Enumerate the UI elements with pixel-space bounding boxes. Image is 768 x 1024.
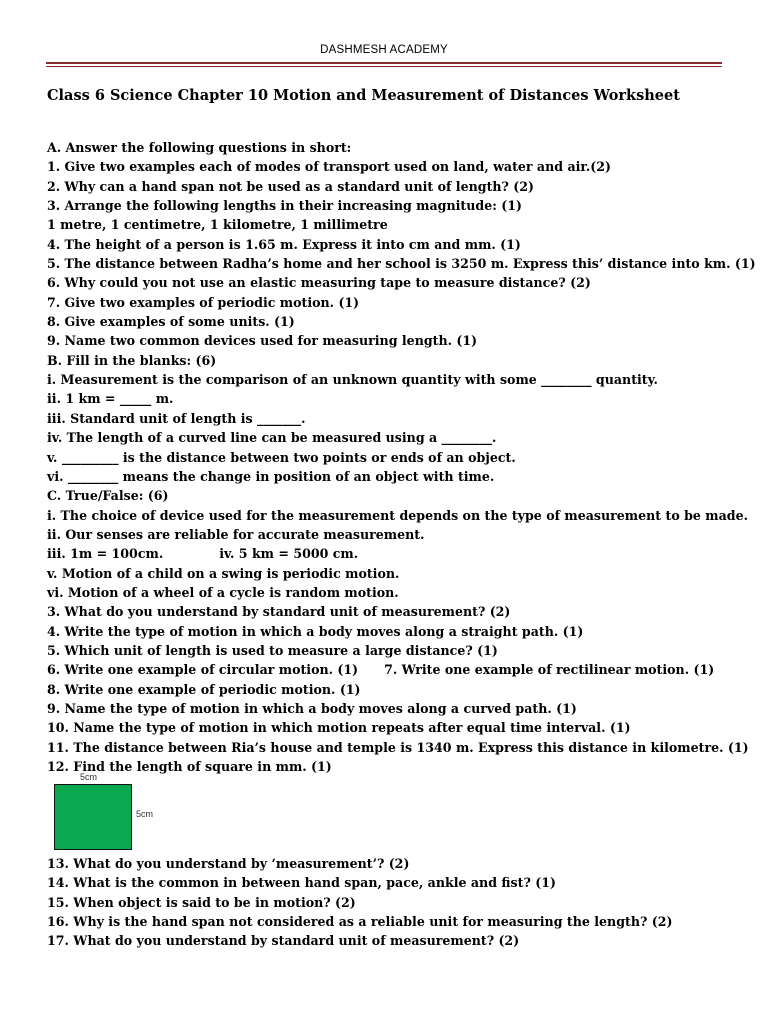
worksheet-line-part: 6. Write one example of circular motion. (1) <box>47 662 359 678</box>
worksheet-line: iv. The length of a curved line can be measured using a ________. <box>47 430 497 446</box>
worksheet-line: 10. Name the type of motion in which motion repeats after equal time interval. (1) <box>47 720 631 736</box>
worksheet-line: 3. Arrange the following lengths in their increasing magnitude: (1) <box>47 198 522 214</box>
worksheet-line: 15. When object is said to be in motion? (2) <box>47 894 356 910</box>
worksheet-line <box>47 544 747 563</box>
worksheet-line: v. Motion of a child on a swing is periodic motion. <box>47 565 400 581</box>
worksheet-line: 17. What do you understand by standard unit of measurement? (2) <box>47 933 520 949</box>
worksheet-line: 1. Give two examples each of modes of transport used on land, water and air.(2) <box>47 159 611 175</box>
worksheet-line: vi. Motion of a wheel of a cycle is random motion. <box>47 584 399 600</box>
header-rule-thin <box>46 66 722 67</box>
worksheet-line: vi. ________ means the change in position of an object with time. <box>47 468 495 484</box>
worksheet-line-part: iv. 5 km = 5000 cm. <box>219 546 359 562</box>
worksheet-line: 9. Name the type of motion in which a body moves along a curved path. (1) <box>47 700 577 716</box>
page-header: DASHMESH ACADEMY <box>320 44 448 56</box>
worksheet-line: v. _________ is the distance between two points or ends of an object. <box>47 449 516 465</box>
worksheet-line: 1 metre, 1 centimetre, 1 kilometre, 1 millimetre <box>47 217 388 233</box>
square-side-label: 5cm <box>136 809 154 819</box>
worksheet-line: 4. Write the type of motion in which a body moves along a straight path. (1) <box>47 623 584 639</box>
question-list-continued <box>47 854 747 951</box>
worksheet-line: 12. Find the length of square in mm. (1) <box>47 759 332 774</box>
worksheet-line-part: 7. Write one example of rectilinear motion. (1) <box>384 662 715 678</box>
worksheet-line: 5. Which unit of length is used to measure a large distance? (1) <box>47 642 498 658</box>
worksheet-line <box>47 660 747 679</box>
worksheet-line: i. The choice of device used for the measurement depends on the type of measurement to be made. <box>47 507 748 523</box>
square-figure <box>50 772 170 852</box>
worksheet-line: 5. The distance between Radha’s home and her school is 3250 m. Express this’ distance into km. (1) <box>47 256 756 272</box>
worksheet-line: ii. 1 km = _____ m. <box>47 391 174 407</box>
worksheet-title: Class 6 Science Chapter 10 Motion and Measurement of Distances Worksheet <box>47 87 680 104</box>
worksheet-line: 11. The distance between Ria’s house and temple is 1340 m. Express this distance in kilometre. (1) <box>47 739 749 755</box>
worksheet-line: 6. Why could you not use an elastic measuring tape to measure distance? (2) <box>47 275 591 291</box>
worksheet-line: ii. Our senses are reliable for accurate measurement. <box>47 526 425 542</box>
green-square <box>54 784 132 850</box>
worksheet-line: A. Answer the following questions in short: <box>47 140 352 155</box>
worksheet-line: 3. What do you understand by standard unit of measurement? (2) <box>47 604 511 620</box>
worksheet-line: 8. Write one example of periodic motion. (1) <box>47 681 361 697</box>
worksheet-line: 4. The height of a person is 1.65 m. Express it into cm and mm. (1) <box>47 236 521 252</box>
worksheet-line: C. True/False: (6) <box>47 488 169 504</box>
worksheet-line: B. Fill in the blanks: (6) <box>47 352 217 368</box>
worksheet-line: 9. Name two common devices used for measuring length. (1) <box>47 333 478 349</box>
worksheet-line-part: iii. 1m = 100cm. <box>47 546 164 562</box>
worksheet-line: 14. What is the common in between hand span, pace, ankle and fist? (1) <box>47 875 556 891</box>
worksheet-line: iii. Standard unit of length is _______. <box>47 410 306 426</box>
worksheet-line: 16. Why is the hand span not considered as a reliable unit for measuring the length? (2) <box>47 914 673 930</box>
worksheet-line: 13. What do you understand by ‘measurement’? (2) <box>47 856 410 871</box>
worksheet-line: 8. Give examples of some units. (1) <box>47 314 295 330</box>
square-top-label: 5cm <box>80 772 98 782</box>
worksheet-line: 2. Why can a hand span not be used as a standard unit of length? (2) <box>47 178 534 194</box>
header-rule-thick <box>46 62 722 64</box>
worksheet-line: i. Measurement is the comparison of an unknown quantity with some ________ quantity. <box>47 372 658 388</box>
question-list <box>47 138 756 776</box>
worksheet-line: 7. Give two examples of periodic motion. (1) <box>47 294 360 310</box>
